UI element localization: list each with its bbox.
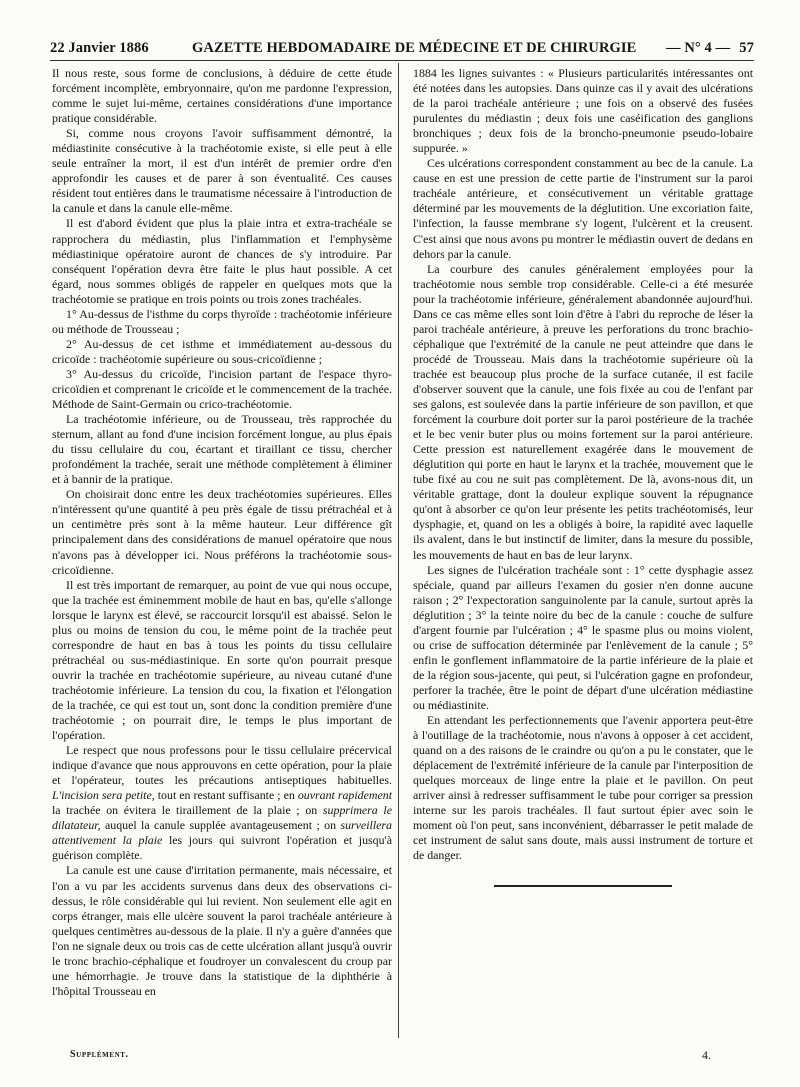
header-rule (50, 60, 754, 61)
paragraph: On choisirait donc entre les deux trachéotomies supérieures. Elles n'intéressent qu'une quantité à peu près égale de tissu prétrachéal et à un centimètre près sont à la même hauteur. Leur différence gît principalement dans des considérations de manuel opératoire que nous n'avons pas à développer ici. Nous préférons la trachéotomie sous-cricoïdienne. (52, 487, 392, 577)
page-number: 57 (739, 40, 754, 56)
emphasis: ouvrant rapidement (297, 788, 392, 803)
text-run: la trachée on évitera le tiraillement de la plaie ; on (52, 803, 318, 818)
supplement-label: Supplément. (70, 1049, 129, 1060)
paragraph: La canule est une cause d'irritation permanente, mais nécessaire, et l'on a vu par les accidents survenus dans deux des observations ci-dessus, le rôle considérable qui lui revient. Non seulement elle agit en corps étranger, mais elle ulcère souvent la paroi trachéale antérieure à quelques centimètres au-dessous de la plaie. Il n'y a guère d'années que l'on ne signale deux ou trois cas de cette ulcération allant jusqu'à ouvrir le tronc brachio-céphalique et foudroyer un convalescent du croup par une hémorrhagie. Je trouve dans la statistique de la diphthérie à l'hôpital Trousseau en (52, 863, 392, 998)
right-column (413, 66, 753, 1041)
column-divider (398, 63, 399, 1038)
emphasis: supprimera le dilatateur, (52, 803, 392, 833)
paragraph-with-emphasis (52, 743, 392, 863)
left-column (52, 66, 392, 1041)
paragraph: La courbure des canules généralement employées pour la trachéotomie nous semble trop considérable. Celle-ci a été mesurée pour la trachéotomie inférieure, généralement abandonnée aujourd'hui. Dans ce cas même elles sont loin d'être à l'abri du reproche de léser la paroi trachéale antérieure, à preuve les perforations du tronc brachio-céphalique que l'extrémité de la canule ne peut atteindre que dans le procédé de Trousseau. Mais dans la trachéotomie supérieure où la trachée est beaucoup plus proche de la surface cutanée, il est facile d'observer souvent que la canule, une fois fixée au cou de l'enfant par ses galons, est soulevée dans la partie inférieure de son pavillon, et que forcément la courbure doit porter sur la paroi postérieure de la trachée et le bec venir buter plus ou moins fortement sur la paroi antérieure. Cette pression est naturellement exagérée dans le mouvement de déglutition qui porte en haut le larynx et la trachée, mouvement que le tube fixé au cou ne suit pas complètement. De là, avons-nous dit, un véritable grattage, dont la douleur explique souvent la répugnance qu'ont à absorber ce qu'on leur présente les petits trachéotomisés, leur dysphagie, et, quand on les a obligés à boire, la rapidité avec laquelle ils avalent, dans le but instinctif de limiter, dans la mesure du possible, les mouvements de haut en bas de leur larynx. (413, 261, 753, 562)
section-end-rule (494, 885, 672, 887)
paragraph: Si, comme nous croyons l'avoir suffisamment démontré, la médiastinite consécutive à la trachéotomie existe, si elle peut à elle seule entraîner la mort, il est d'un intérêt de premier ordre d'en approfondir les causes et de parer à son éventualité. Ces causes résident tout entières dans le traumatisme nécessaire à l'introduction de la canule et dans la canule elle-même. (52, 126, 392, 216)
paragraph: 1884 les lignes suivantes : « Plusieurs particularités intéressantes ont été notées dans les autopsies. Dans quinze cas il y avait des ulcérations de la paroi trachéale antérieure ; une fois on a observé des fusées purulentes du médiastin ; deux fois une caséification des ganglions bronchiques ; deux fois de la broncho-pneumonie pseudo-lobaire suppurée. » (413, 66, 753, 156)
paragraph: Il est très important de remarquer, au point de vue qui nous occupe, que la trachée est éminemment mobile de haut en bas, qu'elle s'allonge lorsque le larynx est élevé, se raccourcit lorsqu'il est abaissé. Selon le plus ou moins de tension du cou, le même point de la trachée peut correspondre de haut en bas à tous les points du tissu cellulaire prétrachéal ou sus-médiastinique. En sorte qu'on pourrait presque ouvrir la trachée en trachéotomie supérieure, au niveau cutané d'une trachéotomie inférieure. La tension du cou, la fixation et l'élongation de la trachée, ce qui est tout un, sont donc la condition première d'une trachéotomie ; on pourrait dire, le temps le plus important de l'opération. (52, 577, 392, 743)
text-run: tout en restant suffisante ; en (157, 788, 295, 803)
issue-number: — N° 4 — (666, 40, 731, 56)
paragraph: Ces ulcérations correspondent constamment au bec de la canule. La cause en est une pression de cette partie de l'instrument sur la paroi trachéale antérieure, et consécutivement un véritable grattage déterminé par les mouvements de la déglutition. Une excoriation faite, l'infection, la fausse membrane s'y logent, l'ulcèrent et la creusent. C'est ainsi que nous avons pu montrer le médiastin ouvert de dedans en dehors par la canule. (413, 156, 753, 261)
list-item: 3° Au-dessus du cricoïde, l'incision partant de l'espace thyro-cricoïdien et comprenant le cricoïde et le commencement de la trachée. Méthode de Saint-Germain ou crico-trachéotomie. (52, 366, 392, 412)
paragraph: Il est d'abord évident que plus la plaie intra et extra-trachéale se rapprochera du médiastin, plus l'inflammation et l'emphysème médiastinique opératoire auront de chances de s'y introduire. Par conséquent l'opération devra être faite le plus haut possible. A cet égard, nous sommes obligés de rappeler en quelques mots que la trachéotomie se pratique en trois points ou trois zones trachéales. (52, 216, 392, 306)
emphasis: L'incision sera petite, (52, 788, 155, 803)
signature-mark: 4. (702, 1048, 711, 1062)
text-run: auquel la canule supplée avantageusement ; on (104, 818, 337, 833)
text-run: Le respect que nous professons pour le tissu cellulaire précervical indique d'avance que nous approuvons en cette opération, pour la plaie et l'opérateur, toutes les précautions antiseptiques habituelles. (52, 743, 392, 788)
paragraph: La trachéotomie inférieure, ou de Trousseau, très rapprochée du sternum, allant au fond d'une incision forcément longue, au plus épais du tissu cellulaire du cou, écartant et tiraillant ce tissu, chercher profondément la trachée, serait une méthode complètement à éliminer et à bannir de la pratique. (52, 412, 392, 487)
text-run: les jours qui suivront l'opération et jusqu'à guérison complète. (52, 833, 392, 863)
paragraph: Les signes de l'ulcération trachéale sont : 1° cette dysphagie assez spéciale, quand par ailleurs l'examen du gosier n'en donne aucune raison ; 2° l'expectoration sanguinolente par la canule, surtout après la déglutition ; 3° la teinte noire du bec de la canule : couche de sulfure d'argent fournie par l'ulcération ; 4° le spasme plus ou moins violent, ou crise de suffocation déterminée par l'enlèvement de la canule ; 5° enfin le gonflement inflammatoire de la partie inférieure de la plaie et de la région sous-jacente, qui peut, si l'ulcération gagne en profondeur, perforer la trachée, être le point de départ d'une ulcération médiastine ou médiastinite. (413, 562, 753, 712)
list-item: 1° Au-dessus de l'isthme du corps thyroïde : trachéotomie inférieure ou méthode de Trousseau ; (52, 306, 392, 336)
paragraph: En attendant les perfectionnements que l'avenir apportera peut-être à l'outillage de la trachéotomie, nous n'avons à opposer à cet accident, quand on a des raisons de le craindre ou qu'on a pu le constater, que le déplacement de l'extrémité inférieure de la canule par l'interposition de quelques morceaux de linge entre la plaie et le pavillon. On peut arriver ainsi à redresser suffisamment le tube pour corriger sa pression interne sur les parois trachéales. Il faut surtout épier avec soin le moment où l'on peut, sans inconvénient, débarrasser le petit malade de cet instrument de salut sans doute, mais aussi instrument de torture et de danger. (413, 713, 753, 863)
page-header (50, 38, 754, 60)
list-item: 2° Au-dessus de cet isthme et immédiatement au-dessous du cricoïde : trachéotomie supérieure ou sous-cricoïdienne ; (52, 336, 392, 366)
journal-title: GAZETTE HEBDOMADAIRE DE MÉDECINE ET DE CHIRURGIE (192, 40, 637, 56)
paragraph: Il nous reste, sous forme de conclusions, à déduire de cette étude forcément incomplète, embryonnaire, qu'on me pardonne l'expression, comme le sujet lui-même, certaines considérations d'une importance pratique considérable. (52, 66, 392, 126)
header-date: 22 Janvier 1886 (50, 40, 149, 56)
emphasis: surveillera attentivement la plaie (52, 818, 392, 848)
